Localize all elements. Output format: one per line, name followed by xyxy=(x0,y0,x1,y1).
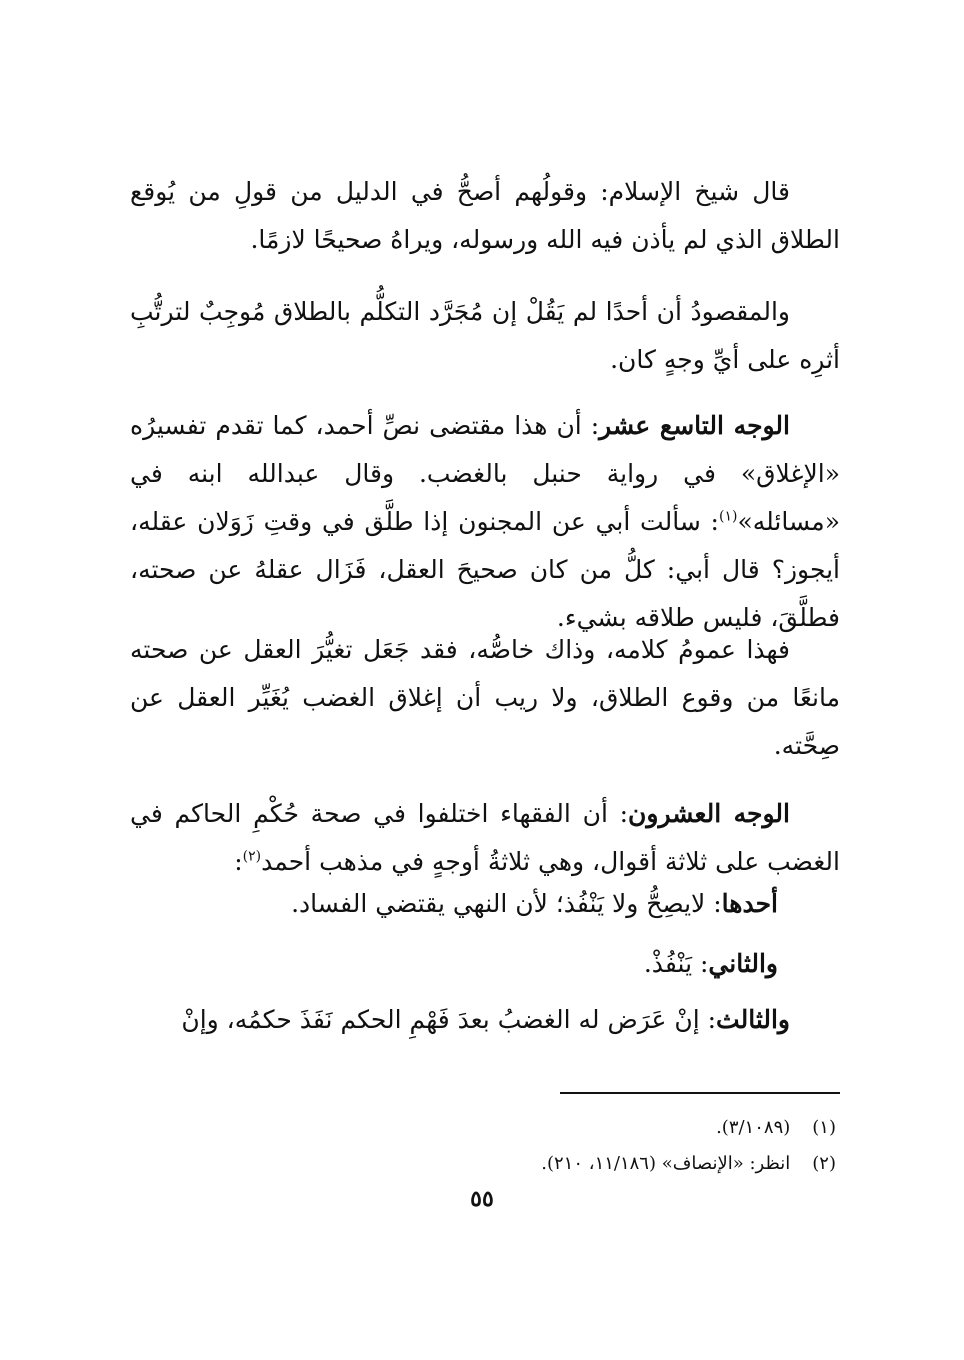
paragraph-3-text-b: : سألت أبي عن المجنون إذا طلَّق في وقتِ زَوَلان عقله، أيجوز؟ قال أبي: كلُّ من كان صحيحَ العقل، فَزَال عقلهُ عن صحته، فطلَّقَ، فليس طلاقه بشيء. xyxy=(130,507,840,632)
footnote-1-text: (٣/١٠٨٩). xyxy=(716,1117,791,1138)
footnote-ref-1: (١) xyxy=(718,508,738,525)
paragraph-5-text-b: : xyxy=(234,847,243,876)
opinion-2-text: : يَنْفُذْ. xyxy=(643,949,709,978)
opinion-3-heading: والثالث xyxy=(716,1005,790,1034)
opinion-2 xyxy=(178,940,778,988)
footnote-2-text: انظر: «الإنصاف» (١١/١٨٦، ٢١٠). xyxy=(541,1153,791,1174)
opinion-1-heading: أحدها xyxy=(721,889,778,918)
paragraph-2 xyxy=(130,288,840,384)
paragraph-5 xyxy=(130,790,840,886)
footnote-1 xyxy=(236,1114,836,1142)
footnote-divider xyxy=(560,1092,840,1094)
paragraph-2-text: والمقصودُ أن أحدًا لم يَقُلْ إن مُجَرَّد التكلُّم بالطلاق مُوجِبٌ لترتُّبِ أثرِه على أيِّ وجهٍ كان. xyxy=(130,297,840,374)
section-heading-19: الوجه التاسع عشر xyxy=(599,411,790,440)
section-heading-20: الوجه العشرون xyxy=(628,799,790,828)
footnote-2-number: (٢) xyxy=(812,1153,836,1174)
opinion-1 xyxy=(178,880,778,928)
paragraph-3-text-a: : أن هذا مقتضى نصِّ أحمد، كما تقدم تفسيرُه «الإغلاق» في رواية حنبل بالغضب. وقال عبدالله ابنه في «مسائله» xyxy=(130,411,840,536)
footnote-1-number: (١) xyxy=(812,1117,836,1138)
footnote-2 xyxy=(236,1150,836,1178)
paragraph-4 xyxy=(130,626,840,770)
paragraph-1-text: قال شيخ الإسلام: وقولُهم أصحُّ في الدليل من قولِ من يُوقع الطلاق الذي لم يأذن فيه الله ورسوله، ويراهُ صحيحًا لازمًا. xyxy=(130,177,840,254)
opinion-1-text: : لايصِحُّ ولا يَنْفُذ؛ لأن النهي يقتضي الفساد. xyxy=(291,889,722,918)
opinion-3 xyxy=(130,996,840,1044)
footnote-ref-2: (٢) xyxy=(242,848,262,865)
paragraph-5-text-a: : أن الفقهاء اختلفوا في صحة حُكْمِ الحاكم في الغضب على ثلاثة أقوال، وهي ثلاثةُ أوجهٍ في مذهب أحمد xyxy=(130,799,840,876)
paragraph-1 xyxy=(130,168,840,264)
opinion-3-text: : إنْ عَرَض له الغضبُ بعدَ فَهْمِ الحكم نَفَذَ حكمُه، وإنْ xyxy=(181,1005,717,1034)
page-number: ٥٥ xyxy=(470,1186,494,1212)
paragraph-3 xyxy=(130,402,840,642)
paragraph-4-text: فهذا عمومُ كلامه، وذاك خاصُّه، فقد جَعَل تغيُّرَ العقل عن صحته مانعًا من وقوع الطلاق، ولا ريب أن إغلاق الغضب يُغَيِّر العقل عن صِحَّته. xyxy=(130,635,840,760)
opinion-2-heading: والثاني xyxy=(708,949,778,978)
